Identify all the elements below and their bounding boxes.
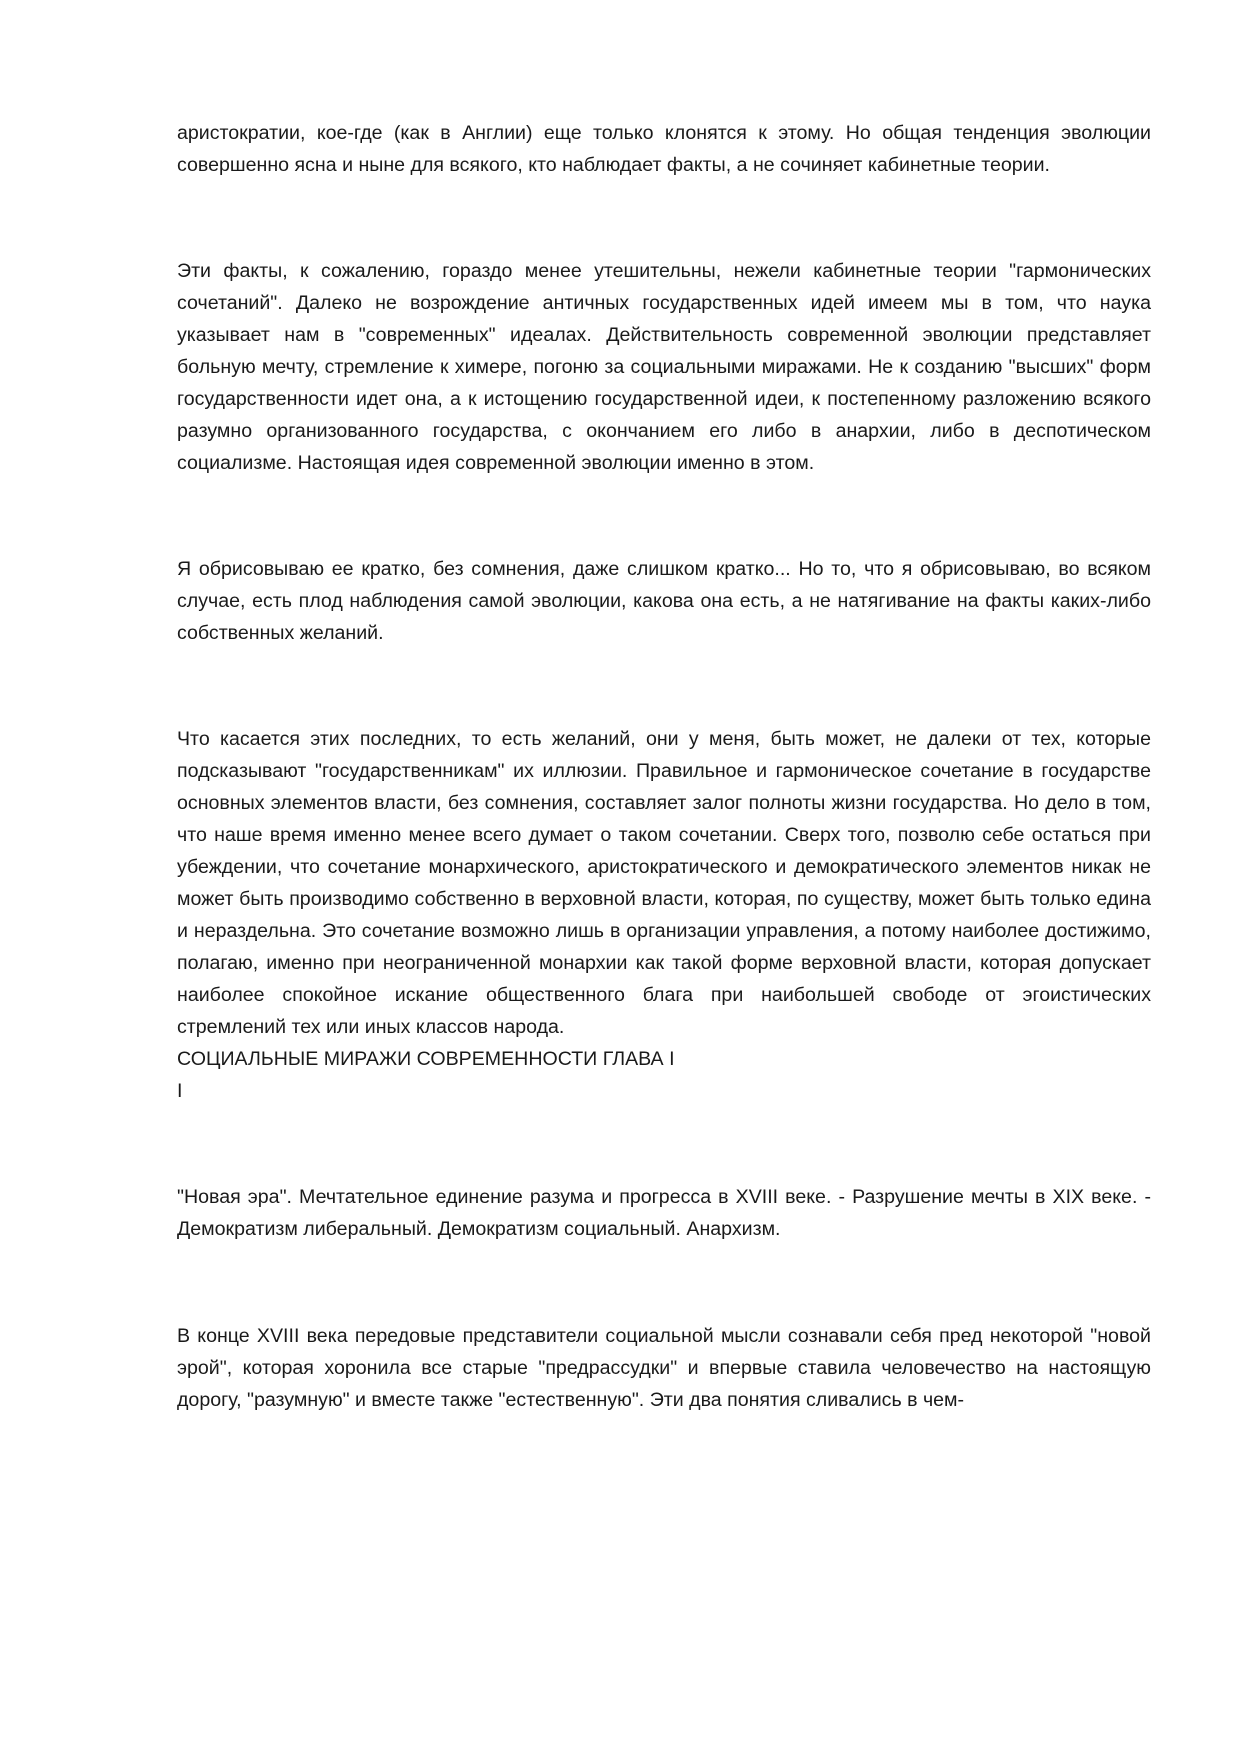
section-summary: "Новая эра". Мечтательное единение разума и прогресса в XVIII веке. - Разрушение мечты в XIX веке. - Демократизм либеральный. Демократизм социальный. Анархизм. <box>177 1186 1151 1240</box>
paragraph-new-era: В конце XVIII века передовые представители социальной мысли сознавали себя пред некоторой "новой эрой", которая хоронила все старые "предрассудки" и впервые ставила человечество на настоящую дорогу, "разумную" и вместе также "естественную". Эти два понятия сливались в чем- <box>177 1325 1151 1411</box>
paragraph-aristocracy: аристократии, кое-где (как в Англии) еще только клонятся к этому. Но общая тенденция эволюции совершенно ясна и ныне для всякого, кто наблюдает факты, а не сочиняет кабинетные теории. <box>177 122 1151 176</box>
chapter-heading: СОЦИАЛЬНЫЕ МИРАЖИ СОВРЕМЕННОСТИ ГЛАВА I <box>177 1048 675 1070</box>
paragraph-facts: Эти факты, к сожалению, гораздо менее утешительны, нежели кабинетные теории "гармонических сочетаний". Далеко не возрождение античных государственных идей имеем мы в том, что наука указывает нам в "современных" идеалах. Действительность современной эволюции представляет больную мечту, стремление к химере, погоню за социальными миражами. Не к созданию "высших" форм государственности идет она, а к истощению государственной идеи, к постепенному разложению всякого разумно организованного государства, с окончанием его либо в анархии, либо в деспотическом социализме. Настоящая идея современной эволюции именно в этом. <box>177 260 1151 474</box>
paragraph-sketch: Я обрисовываю ее кратко, без сомнения, даже слишком кратко... Но то, что я обрисовываю, во всяком случае, есть плод наблюдения самой эволюции, какова она есть, а не натягивание на факты каких-либо собственных желаний. <box>177 558 1151 644</box>
section-number: I <box>177 1080 183 1102</box>
paragraph-wishes: Что касается этих последних, то есть желаний, они у меня, быть может, не далеки от тех, которые подсказывают "государственникам" их иллюзии. Правильное и гармоническое сочетание в государстве основных элементов власти, без сомнения, составляет залог полноты жизни государства. Но дело в том, что наше время именно менее всего думает о таком сочетании. Сверх того, позволю себе остаться при убеждении, что сочетание монархического, аристократического и демократического элементов никак не может быть производимо собственно в верховной власти, которая, по существу, может быть только едина и нераздельна. Это сочетание возможно лишь в организации управления, а потому наиболее достижимо, полагаю, именно при неограниченной монархии как такой форме верховной власти, которая допускает наиболее спокойное искание общественного блага при наибольшей свободе от эгоистических стремлений тех или иных классов народа. <box>177 728 1151 1038</box>
document-page <box>177 117 1151 1416</box>
